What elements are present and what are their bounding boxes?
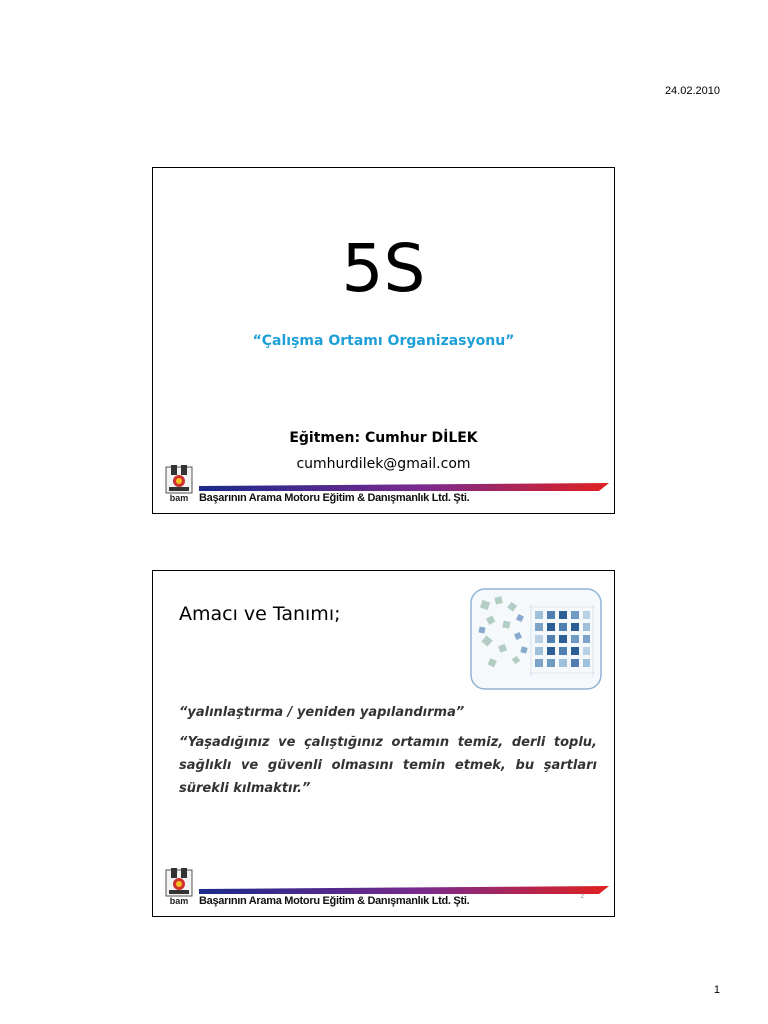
page-number: 1 <box>713 984 720 996</box>
trainer-name: Eğitmen: Cumhur DİLEK <box>289 430 478 446</box>
slide-1 <box>152 167 615 514</box>
slide-title: 5S <box>341 230 426 307</box>
slide-subtitle: “Çalışma Ortamı Organizasyonu” <box>252 333 515 349</box>
document-date: 24.02.2010 <box>664 85 720 97</box>
slide-title: Amacı ve Tanımı; <box>179 603 341 625</box>
footer-gradient-bar <box>199 886 609 894</box>
company-name: Başarının Arama Motoru Eğitim & Danışmanlık Ltd. Şti. <box>199 492 470 504</box>
logo-text: bam <box>169 493 189 503</box>
definition-short: “yalınlaştırma / yeniden yapılandırma” <box>179 705 465 720</box>
slide-number: 2 <box>580 894 584 900</box>
trainer-email: cumhurdilek@gmail.com <box>296 456 471 472</box>
organization-illustration-icon <box>469 587 603 691</box>
slide-footer <box>153 864 614 916</box>
slide-2 <box>152 570 615 917</box>
footer-gradient-bar <box>199 483 609 491</box>
definition-long: “Yaşadığınız ve çalıştığınız ortamın temiz, derli toplu, sağlıklı ve güvenli olmasını temin etmek, bu şartları sürekli kılmaktır.” <box>179 735 597 796</box>
logo-text: bam <box>169 896 189 906</box>
slide-footer <box>153 461 614 513</box>
company-name: Başarının Arama Motoru Eğitim & Danışmanlık Ltd. Şti. <box>199 895 470 907</box>
